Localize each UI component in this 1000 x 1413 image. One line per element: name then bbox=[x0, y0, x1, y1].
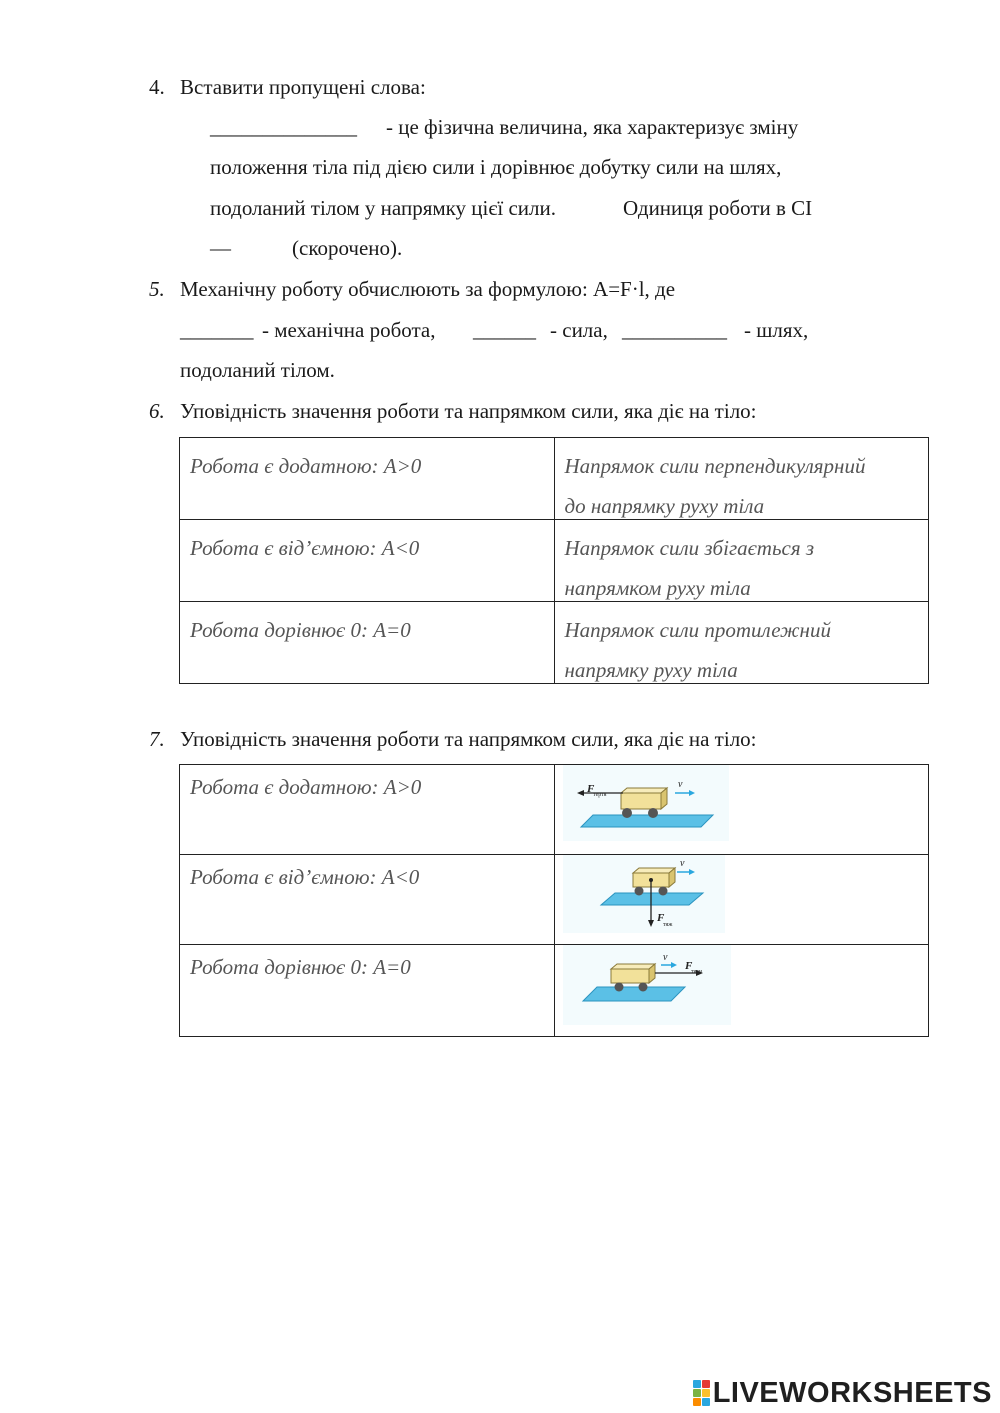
cart-wheel bbox=[658, 887, 667, 896]
gravity-force-arrowhead bbox=[648, 920, 654, 927]
velocity-arrowhead bbox=[689, 790, 695, 796]
velocity-label: v bbox=[679, 858, 684, 869]
force-subscript: тертя bbox=[592, 792, 607, 798]
q5-text-l: - шлях, bbox=[744, 318, 809, 342]
velocity-label: v bbox=[677, 779, 682, 790]
q5-line1: Механічну роботу обчислюють за формулою: A=F·l, де bbox=[180, 277, 676, 301]
friction-force-arrowhead bbox=[577, 790, 584, 796]
cart-wheel bbox=[622, 808, 632, 818]
q4-line1: - це фізична величина, яка характеризує зміну bbox=[386, 115, 799, 139]
q5-text-a: - механічна робота, bbox=[262, 318, 436, 342]
q6-row bbox=[180, 438, 929, 520]
q6-left-cell[interactable] bbox=[180, 602, 555, 684]
q7-left-cell[interactable] bbox=[180, 765, 555, 855]
cart-top bbox=[633, 868, 675, 873]
q5-number: 5. bbox=[149, 277, 165, 301]
q4-blank-1[interactable]: ______________ bbox=[210, 115, 357, 139]
q7-left-cell[interactable] bbox=[180, 855, 555, 945]
q4-number: 4. bbox=[149, 75, 165, 99]
q6-left-text: Робота є від’ємною: A<0 bbox=[190, 536, 420, 560]
q6-right-cell[interactable] bbox=[554, 602, 929, 684]
q6-left-text: Робота дорівнює 0: A=0 bbox=[190, 618, 411, 642]
cart-top bbox=[611, 964, 655, 969]
q5-blank-l[interactable]: __________ bbox=[622, 318, 727, 342]
q5-text-f: - сила, bbox=[550, 318, 608, 342]
q5-line3: подоланий тілом. bbox=[180, 358, 335, 382]
q6-row bbox=[180, 520, 929, 602]
q4-line3b: Одиниця роботи в СІ bbox=[623, 196, 813, 220]
cart-wheel bbox=[638, 983, 647, 992]
q6-right-text-l1: Напрямок сили збігається з bbox=[564, 536, 815, 560]
q7-right-cell[interactable] bbox=[554, 855, 929, 945]
q4-line4: (скорочено). bbox=[292, 236, 403, 260]
q7-title: Уповідність значення роботи та напрямком сили, яка діє на тіло: bbox=[180, 727, 757, 751]
q7-left-cell[interactable] bbox=[180, 945, 555, 1037]
q6-row bbox=[180, 602, 929, 684]
cart-friction-illustration bbox=[563, 765, 729, 841]
q7-left-text: Робота є від’ємною: A<0 bbox=[190, 865, 420, 889]
q6-right-text-l2: напрямку руху тіла bbox=[564, 658, 738, 682]
q6-table bbox=[179, 437, 929, 684]
q6-right-text-l2: напрямком руху тіла bbox=[564, 576, 751, 600]
q6-right-text-l2: до напрямку руху тіла bbox=[564, 494, 765, 518]
force-label: F bbox=[684, 960, 692, 972]
force-subscript: тяж bbox=[662, 922, 672, 928]
velocity-arrowhead bbox=[671, 962, 677, 968]
q5-blank-a[interactable]: _______ bbox=[180, 318, 254, 342]
surface-plate bbox=[601, 893, 703, 905]
q4-title: Вставити пропущені слова: bbox=[180, 75, 426, 99]
q7-row bbox=[180, 765, 929, 855]
q6-left-text: Робота є додатною: A>0 bbox=[190, 454, 422, 478]
q6-left-cell[interactable] bbox=[180, 520, 555, 602]
force-label: F bbox=[586, 783, 594, 795]
q6-right-cell[interactable] bbox=[554, 520, 929, 602]
velocity-label: v bbox=[662, 952, 667, 963]
liveworksheets-logo[interactable] bbox=[693, 1378, 992, 1408]
force-label: F bbox=[656, 912, 664, 924]
q6-number: 6. bbox=[149, 399, 165, 423]
q7-number: 7. bbox=[149, 727, 165, 751]
cart-body bbox=[621, 793, 661, 809]
q7-right-cell[interactable] bbox=[554, 765, 929, 855]
cart-wheel bbox=[614, 983, 623, 992]
velocity-arrowhead bbox=[689, 869, 695, 875]
q6-right-text-l1: Напрямок сили перпендикулярний bbox=[564, 454, 866, 478]
surface-plate bbox=[583, 987, 685, 1001]
q6-right-text-l1: Напрямок сили протилежний bbox=[564, 618, 831, 642]
cart-top bbox=[621, 788, 667, 793]
logo-text: LIVEWORKSHEETS bbox=[712, 1376, 992, 1409]
cart-gravity-illustration bbox=[563, 855, 725, 933]
q5-blank-f[interactable]: ______ bbox=[473, 318, 536, 342]
q4-line2: положення тіла під дією сили і дорівнює добутку сили на шлях, bbox=[210, 155, 782, 179]
q6-left-cell[interactable] bbox=[180, 438, 555, 520]
q7-row bbox=[180, 945, 929, 1037]
force-subscript: тяги bbox=[690, 969, 702, 975]
q7-left-text: Робота є додатною: A>0 bbox=[190, 775, 422, 799]
surface-plate bbox=[581, 815, 713, 827]
cart-wheel bbox=[648, 808, 658, 818]
q4-line3a: подоланий тілом у напрямку цієї сили. bbox=[210, 196, 557, 220]
cart-body bbox=[611, 969, 649, 983]
cart-traction-illustration bbox=[563, 945, 731, 1025]
q7-row bbox=[180, 855, 929, 945]
q4-blank-2[interactable]: — bbox=[210, 236, 231, 260]
q7-table bbox=[179, 764, 929, 1037]
q7-left-text: Робота дорівнює 0: A=0 bbox=[190, 955, 411, 979]
logo-blocks-icon bbox=[693, 1380, 710, 1406]
cart-wheel bbox=[634, 887, 643, 896]
q7-right-cell[interactable] bbox=[554, 945, 929, 1037]
q6-right-cell[interactable] bbox=[554, 438, 929, 520]
q6-title: Уповідність значення роботи та напрямком сили, яка діє на тіло: bbox=[180, 399, 757, 423]
